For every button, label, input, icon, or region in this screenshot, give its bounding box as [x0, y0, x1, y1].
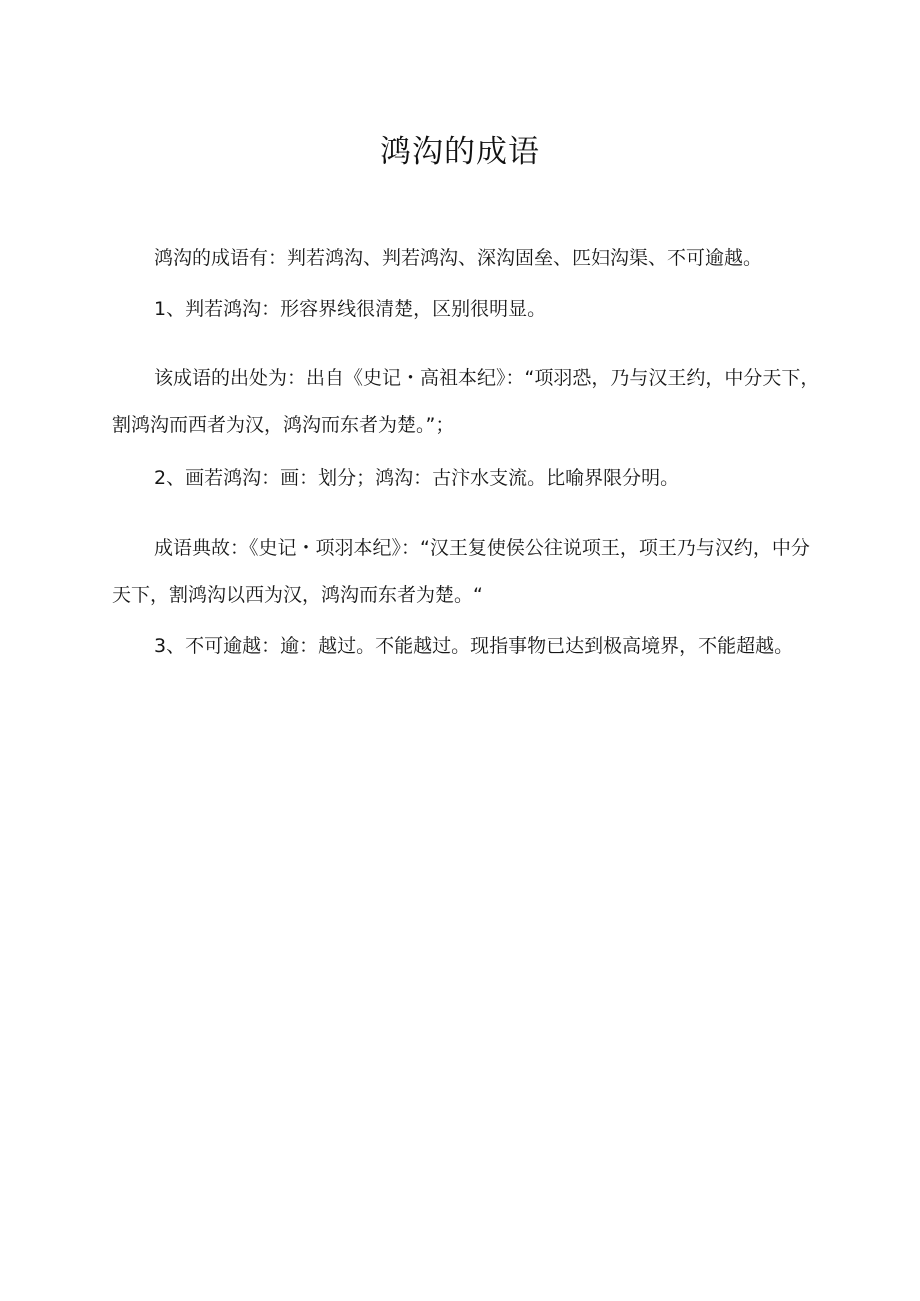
idiom-source-1: 该成语的出处为：出自《史记・高祖本纪》：“项羽恐，乃与汉王约，中分天下，割鸿沟而西者为汉，鸿沟而东者为楚。”；	[112, 367, 820, 436]
idiom-item-1: 1、判若鸿沟：形容界线很清楚，区别很明显。	[154, 298, 547, 320]
idiom-item-3: 3、不可逾越：逾：越过。不能越过。现指事物已达到极高境界，不能超越。	[154, 635, 794, 657]
idiom-source-2: 成语典故：《史记・项羽本纪》：“汉王复使侯公往说项王，项王乃与汉约，中分天下，割鸿沟以西为汉，鸿沟而东者为楚。“	[112, 537, 810, 606]
page-title: 鸿沟的成语	[380, 134, 540, 170]
intro-paragraph: 鸿沟的成语有：判若鸿沟、判若鸿沟、深沟固垒、匹妇沟渠、不可逾越。	[154, 247, 763, 269]
idiom-item-2: 2、画若鸿沟：画：划分；鸿沟：古汴水支流。比喻界限分明。	[154, 467, 680, 489]
